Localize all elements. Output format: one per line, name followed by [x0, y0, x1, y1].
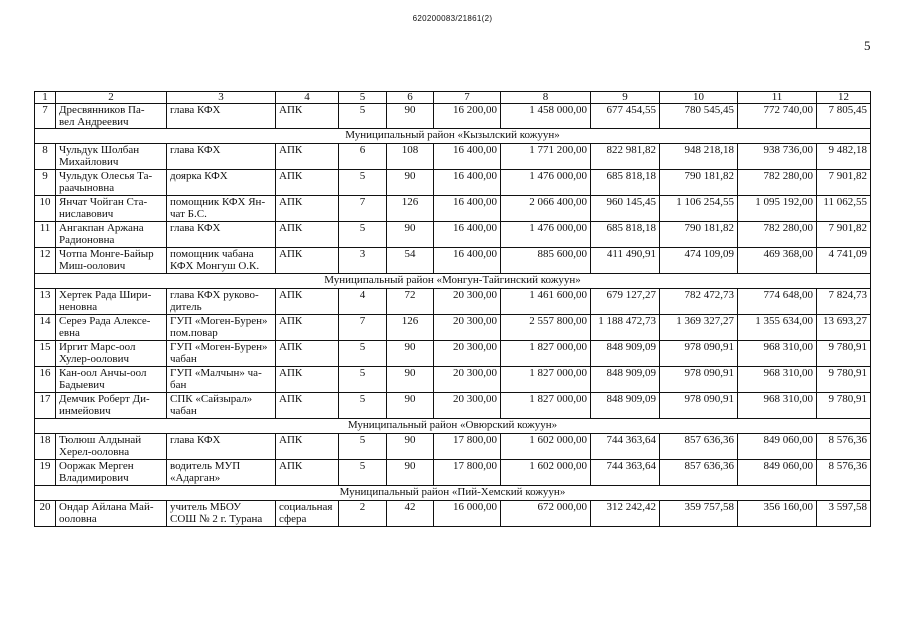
row-number: 14	[35, 315, 56, 341]
rate-col7: 16 200,00	[434, 104, 501, 129]
count-col6: 108	[387, 144, 434, 170]
amount-col8: 1 827 000,00	[501, 367, 591, 393]
amount-col10: 780 545,45	[660, 104, 738, 129]
row-number: 16	[35, 367, 56, 393]
amount-col12: 9 482,18	[817, 144, 871, 170]
sector: АПК	[276, 393, 339, 419]
amount-col11: 849 060,00	[738, 460, 817, 486]
person-name: Чульдук Олесья Та- раачыновна	[56, 170, 167, 196]
amount-col10: 1 106 254,55	[660, 196, 738, 222]
amount-col11: 782 280,00	[738, 222, 817, 248]
amount-col12: 3 597,58	[817, 501, 871, 527]
sector: АПК	[276, 196, 339, 222]
count-col5: 2	[339, 501, 387, 527]
person-name: Ооржак Мерген Владимирович	[56, 460, 167, 486]
position: глава КФХ руково- дитель	[167, 289, 276, 315]
table-row	[35, 315, 871, 341]
count-col5: 5	[339, 170, 387, 196]
amount-col12: 8 576,36	[817, 460, 871, 486]
amount-col10: 978 090,91	[660, 367, 738, 393]
amount-col9: 744 363,64	[591, 460, 660, 486]
amount-col9: 960 145,45	[591, 196, 660, 222]
row-number: 7	[35, 104, 56, 129]
amount-col8: 1 602 000,00	[501, 434, 591, 460]
amount-col10: 790 181,82	[660, 222, 738, 248]
table-row	[35, 289, 871, 315]
position: глава КФХ	[167, 104, 276, 129]
district-header-row	[35, 274, 871, 289]
amount-col9: 677 454,55	[591, 104, 660, 129]
count-col6: 54	[387, 248, 434, 274]
amount-col9: 848 909,09	[591, 367, 660, 393]
amount-col11: 1 095 192,00	[738, 196, 817, 222]
document-id-stamp: 620200083/21861(2)	[412, 14, 493, 23]
amount-col8: 1 476 000,00	[501, 222, 591, 248]
amount-col8: 2 557 800,00	[501, 315, 591, 341]
row-number: 18	[35, 434, 56, 460]
amount-col10: 1 369 327,27	[660, 315, 738, 341]
column-header: 8	[501, 92, 591, 104]
amount-col12: 9 780,91	[817, 393, 871, 419]
district-header-row	[35, 486, 871, 501]
position: глава КФХ	[167, 222, 276, 248]
amount-col8: 1 771 200,00	[501, 144, 591, 170]
district-name: Муниципальный район «Кызылский кожуун»	[35, 129, 871, 144]
district-name: Муниципальный район «Монгун-Тайгинский кожуун»	[35, 274, 871, 289]
column-header: 12	[817, 92, 871, 104]
person-name: Тюлюш Алдынай Херел-ооловна	[56, 434, 167, 460]
amount-col10: 978 090,91	[660, 341, 738, 367]
column-header: 6	[387, 92, 434, 104]
position: помощник чабана КФХ Монгуш О.К.	[167, 248, 276, 274]
amount-col12: 7 901,82	[817, 170, 871, 196]
count-col6: 90	[387, 434, 434, 460]
amount-col8: 672 000,00	[501, 501, 591, 527]
table-row	[35, 341, 871, 367]
data-table	[34, 91, 871, 527]
district-header-row	[35, 129, 871, 144]
amount-col11: 469 368,00	[738, 248, 817, 274]
district-header-row	[35, 419, 871, 434]
amount-col8: 1 458 000,00	[501, 104, 591, 129]
position: ГУП «Моген-Бурен» чабан	[167, 341, 276, 367]
person-name: Янчат Чойган Ста- ниславович	[56, 196, 167, 222]
count-col5: 5	[339, 341, 387, 367]
district-name: Муниципальный район «Овюрский кожуун»	[35, 419, 871, 434]
amount-col10: 790 181,82	[660, 170, 738, 196]
rate-col7: 16 400,00	[434, 170, 501, 196]
position: СПК «Сайзырал» чабан	[167, 393, 276, 419]
page-number: 5	[864, 38, 871, 53]
position: ГУП «Малчын» ча- бан	[167, 367, 276, 393]
amount-col11: 1 355 634,00	[738, 315, 817, 341]
amount-col10: 978 090,91	[660, 393, 738, 419]
column-header: 2	[56, 92, 167, 104]
amount-col9: 411 490,91	[591, 248, 660, 274]
count-col5: 5	[339, 434, 387, 460]
position: доярка КФХ	[167, 170, 276, 196]
row-number: 10	[35, 196, 56, 222]
amount-col8: 1 827 000,00	[501, 341, 591, 367]
table-row	[35, 196, 871, 222]
amount-col11: 772 740,00	[738, 104, 817, 129]
row-number: 17	[35, 393, 56, 419]
amount-col9: 848 909,09	[591, 341, 660, 367]
rate-col7: 17 800,00	[434, 460, 501, 486]
row-number: 13	[35, 289, 56, 315]
count-col6: 126	[387, 315, 434, 341]
column-header: 11	[738, 92, 817, 104]
count-col5: 4	[339, 289, 387, 315]
amount-col10: 857 636,36	[660, 460, 738, 486]
rate-col7: 17 800,00	[434, 434, 501, 460]
sector: АПК	[276, 289, 339, 315]
amount-col11: 774 648,00	[738, 289, 817, 315]
amount-col10: 782 472,73	[660, 289, 738, 315]
district-name: Муниципальный район «Пий-Хемский кожуун»	[35, 486, 871, 501]
amount-col10: 857 636,36	[660, 434, 738, 460]
count-col6: 90	[387, 460, 434, 486]
count-col6: 90	[387, 367, 434, 393]
count-col6: 90	[387, 393, 434, 419]
row-number: 12	[35, 248, 56, 274]
table-row	[35, 367, 871, 393]
amount-col12: 11 062,55	[817, 196, 871, 222]
person-name: Ондар Айлана Май- ооловна	[56, 501, 167, 527]
rate-col7: 20 300,00	[434, 393, 501, 419]
column-header: 3	[167, 92, 276, 104]
sector: АПК	[276, 222, 339, 248]
column-header: 4	[276, 92, 339, 104]
rate-col7: 16 400,00	[434, 222, 501, 248]
rate-col7: 16 000,00	[434, 501, 501, 527]
amount-col8: 2 066 400,00	[501, 196, 591, 222]
count-col6: 72	[387, 289, 434, 315]
count-col6: 90	[387, 341, 434, 367]
amount-col9: 679 127,27	[591, 289, 660, 315]
amount-col10: 474 109,09	[660, 248, 738, 274]
position: учитель МБОУ СОШ № 2 г. Турана	[167, 501, 276, 527]
amount-col10: 359 757,58	[660, 501, 738, 527]
amount-col12: 7 805,45	[817, 104, 871, 129]
row-number: 11	[35, 222, 56, 248]
count-col5: 5	[339, 104, 387, 129]
row-number: 19	[35, 460, 56, 486]
table-row	[35, 170, 871, 196]
rate-col7: 20 300,00	[434, 341, 501, 367]
amount-col9: 848 909,09	[591, 393, 660, 419]
position: глава КФХ	[167, 434, 276, 460]
table-row	[35, 393, 871, 419]
count-col6: 90	[387, 170, 434, 196]
table-row	[35, 104, 871, 129]
amount-col11: 968 310,00	[738, 393, 817, 419]
amount-col12: 7 901,82	[817, 222, 871, 248]
amount-col12: 9 780,91	[817, 367, 871, 393]
sector: АПК	[276, 460, 339, 486]
rate-col7: 20 300,00	[434, 289, 501, 315]
column-header: 9	[591, 92, 660, 104]
column-header: 7	[434, 92, 501, 104]
position: водитель МУП «Адарган»	[167, 460, 276, 486]
sector: АПК	[276, 104, 339, 129]
person-name: Чотпа Монге-Байыр Миш-оолович	[56, 248, 167, 274]
count-col5: 6	[339, 144, 387, 170]
row-number: 15	[35, 341, 56, 367]
column-header: 5	[339, 92, 387, 104]
count-col5: 3	[339, 248, 387, 274]
person-name: Кан-оол Анчы-оол Бадыевич	[56, 367, 167, 393]
count-col5: 7	[339, 196, 387, 222]
amount-col11: 968 310,00	[738, 341, 817, 367]
count-col5: 5	[339, 367, 387, 393]
sector: АПК	[276, 434, 339, 460]
row-number: 20	[35, 501, 56, 527]
amount-col12: 7 824,73	[817, 289, 871, 315]
amount-col9: 822 981,82	[591, 144, 660, 170]
amount-col11: 782 280,00	[738, 170, 817, 196]
amount-col12: 13 693,27	[817, 315, 871, 341]
amount-col8: 1 602 000,00	[501, 460, 591, 486]
position: помощник КФХ Ян- чат Б.С.	[167, 196, 276, 222]
amount-col11: 849 060,00	[738, 434, 817, 460]
rate-col7: 16 400,00	[434, 248, 501, 274]
person-name: Ангакпан Аржана Радионовна	[56, 222, 167, 248]
amount-col9: 312 242,42	[591, 501, 660, 527]
column-header: 10	[660, 92, 738, 104]
amount-col12: 4 741,09	[817, 248, 871, 274]
count-col6: 90	[387, 104, 434, 129]
amount-col9: 685 818,18	[591, 222, 660, 248]
amount-col10: 948 218,18	[660, 144, 738, 170]
person-name: Сереэ Рада Алексе- евна	[56, 315, 167, 341]
rate-col7: 20 300,00	[434, 315, 501, 341]
count-col5: 7	[339, 315, 387, 341]
amount-col9: 685 818,18	[591, 170, 660, 196]
person-name: Иргит Марс-оол Хулер-оолович	[56, 341, 167, 367]
rate-col7: 16 400,00	[434, 196, 501, 222]
sector: АПК	[276, 144, 339, 170]
table-row	[35, 434, 871, 460]
table-row	[35, 144, 871, 170]
amount-col8: 1 827 000,00	[501, 393, 591, 419]
amount-col8: 885 600,00	[501, 248, 591, 274]
amount-col12: 9 780,91	[817, 341, 871, 367]
count-col5: 5	[339, 460, 387, 486]
count-col6: 42	[387, 501, 434, 527]
row-number: 9	[35, 170, 56, 196]
amount-col12: 8 576,36	[817, 434, 871, 460]
rate-col7: 16 400,00	[434, 144, 501, 170]
table-row	[35, 222, 871, 248]
sector: АПК	[276, 170, 339, 196]
amount-col9: 744 363,64	[591, 434, 660, 460]
position: ГУП «Моген-Бурен» пом.повар	[167, 315, 276, 341]
person-name: Хертек Рада Шири- неновна	[56, 289, 167, 315]
amount-col8: 1 476 000,00	[501, 170, 591, 196]
sector: АПК	[276, 315, 339, 341]
position: глава КФХ	[167, 144, 276, 170]
sector: АПК	[276, 341, 339, 367]
count-col5: 5	[339, 393, 387, 419]
amount-col8: 1 461 600,00	[501, 289, 591, 315]
table-body	[35, 92, 871, 527]
amount-col11: 938 736,00	[738, 144, 817, 170]
table-row	[35, 248, 871, 274]
sector: АПК	[276, 248, 339, 274]
table-row	[35, 501, 871, 527]
rate-col7: 20 300,00	[434, 367, 501, 393]
person-name: Чульдук Шолбан Михайлович	[56, 144, 167, 170]
column-number-row	[35, 92, 871, 104]
table-row	[35, 460, 871, 486]
sector: социальная сфера	[276, 501, 339, 527]
amount-col11: 968 310,00	[738, 367, 817, 393]
sector: АПК	[276, 367, 339, 393]
person-name: Дресвянников Па- вел Андреевич	[56, 104, 167, 129]
count-col6: 126	[387, 196, 434, 222]
count-col6: 90	[387, 222, 434, 248]
person-name: Демчик Роберт Ди- инмейович	[56, 393, 167, 419]
column-header: 1	[35, 92, 56, 104]
amount-col11: 356 160,00	[738, 501, 817, 527]
count-col5: 5	[339, 222, 387, 248]
amount-col9: 1 188 472,73	[591, 315, 660, 341]
row-number: 8	[35, 144, 56, 170]
